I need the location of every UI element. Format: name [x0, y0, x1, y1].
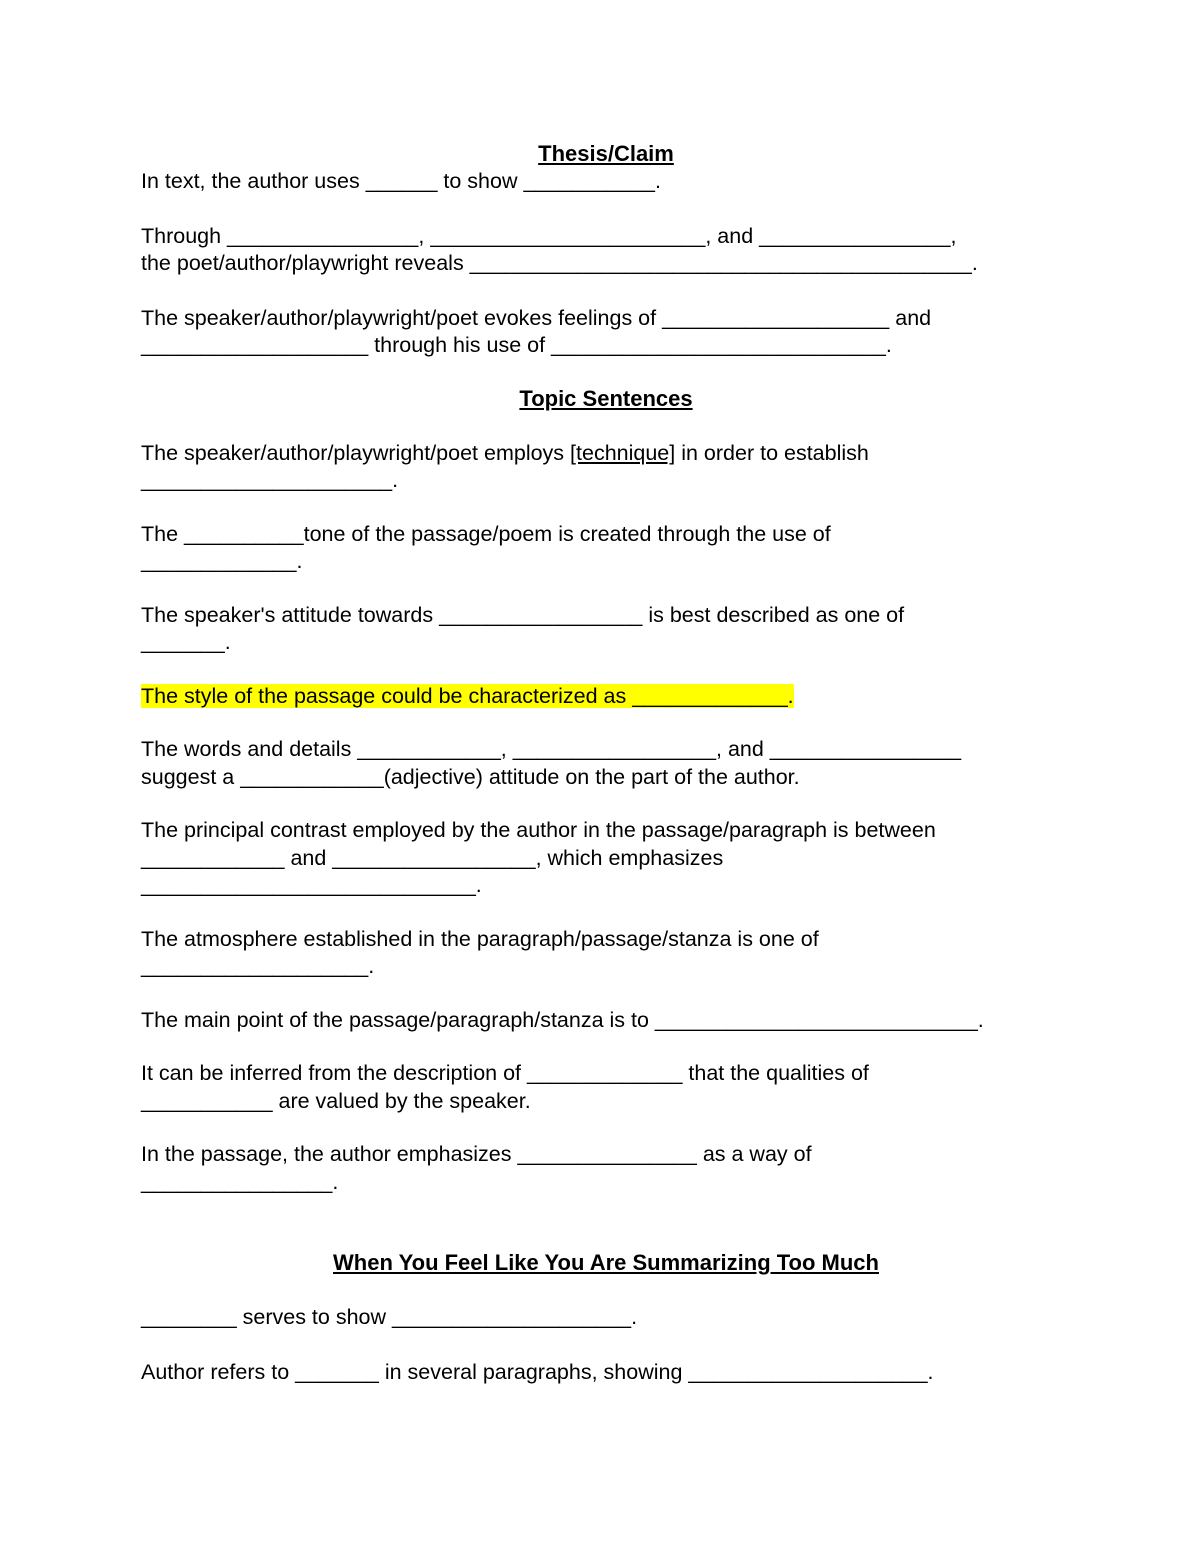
topic-sentences-heading: Topic Sentences [519, 385, 693, 411]
topic-sentence-6-line-3: ____________________________. [141, 873, 482, 897]
topic-sentence-2-line-1: The __________tone of the passage/poem is created through the use of [141, 521, 831, 546]
topic-sentence-1-pre: The speaker/author/playwright/poet employs [141, 440, 571, 465]
topic-sentence-8: The main point of the passage/paragraph/stanza is to ___________________________. [141, 1007, 984, 1032]
thesis-sentence-2-line-1: Through ________________, _______________________, and ________________, [141, 223, 957, 248]
summarizing-sentence-1: ________ serves to show ____________________. [141, 1305, 638, 1329]
topic-sentence-9-line-2: ___________ are valued by the speaker. [141, 1088, 531, 1113]
thesis-sentence-3-line-1: The speaker/author/playwright/poet evokes feelings of ___________________ and [141, 305, 932, 330]
topic-sentence-4-highlighted [141, 683, 1071, 711]
topic-sentence-3-line-1: The speaker's attitude towards _________________ is best described as one of [141, 602, 905, 627]
thesis-sentence-2-line-2: the poet/author/playwright reveals __________________________________________. [141, 251, 978, 275]
topic-sentence-3-line-2: _______. [141, 630, 231, 654]
summarizing-sentence-2: Author refers to _______ in several paragraphs, showing ____________________. [141, 1359, 934, 1384]
topic-sentence-5-line-2: suggest a ____________(adjective) attitude on the part of the author. [141, 764, 800, 789]
topic-sentence-1-post: in order to establish [675, 440, 869, 465]
topic-sentence-5-line-1: The words and details ____________, _________________, and ________________ [141, 737, 962, 761]
topic-sentence-7-line-2: ___________________. [141, 954, 375, 978]
worksheet-page [141, 140, 1071, 1386]
technique-placeholder: [technique] [570, 440, 676, 465]
thesis-heading: Thesis/Claim [538, 141, 674, 166]
topic-sentence-7-line-1: The atmosphere established in the paragraph/passage/stanza is one of [141, 926, 819, 951]
topic-sentence-6-line-1: The principal contrast employed by the author in the passage/paragraph is between [141, 818, 936, 842]
thesis-sentence-3-line-2: ___________________ through his use of ____________________________. [141, 333, 892, 357]
topic-sentence-1-line-2: _____________________. [141, 468, 399, 492]
topic-sentence-9-line-1: It can be inferred from the description of _____________ that the qualities of [141, 1061, 869, 1085]
highlighted-text: The style of the passage could be characterized as _____________. [141, 683, 794, 708]
topic-sentence-10-line-1: In the passage, the author emphasizes _______________ as a way of [141, 1142, 812, 1166]
topic-sentence-2-line-2: _____________. [141, 549, 303, 573]
topic-sentence-1-line-1 [141, 440, 1071, 468]
thesis-sentence-1: In text, the author uses ______ to show ___________. [141, 169, 661, 193]
topic-sentence-10-line-2: ________________. [141, 1169, 339, 1194]
summarizing-heading: When You Feel Like You Are Summarizing Too Much [333, 1250, 879, 1275]
topic-sentence-6-line-2: ____________ and _________________, which emphasizes [141, 845, 724, 870]
